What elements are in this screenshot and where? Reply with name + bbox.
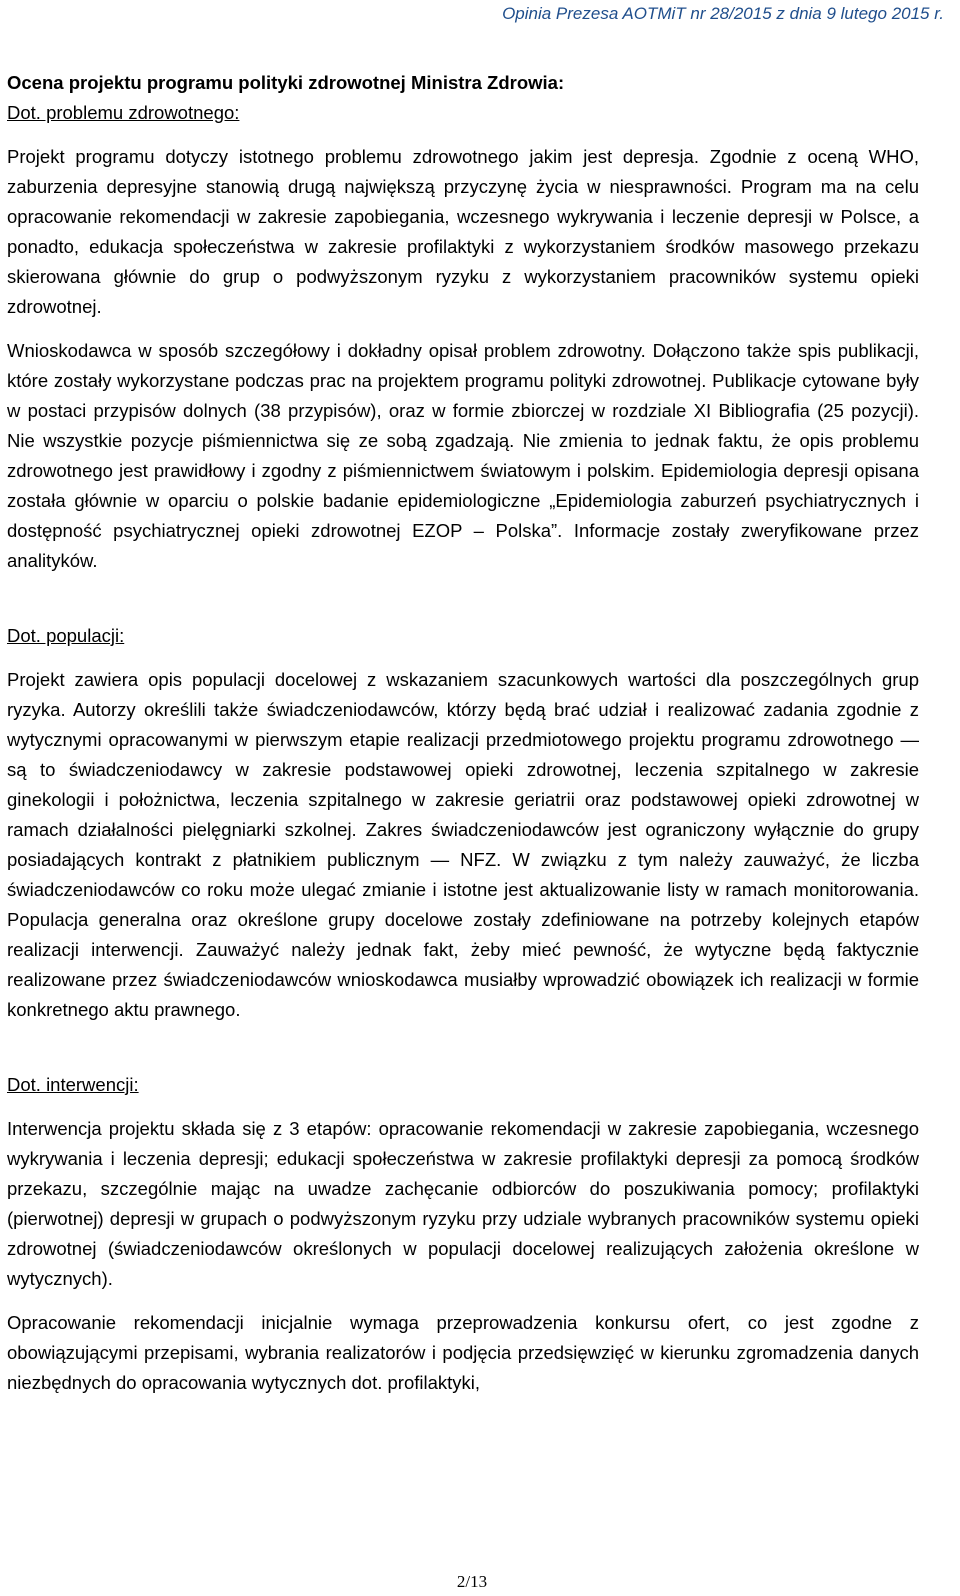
document-body bbox=[7, 68, 919, 1398]
section-heading-problem: Dot. problemu zdrowotnego: bbox=[7, 102, 240, 123]
section-heading-population: Dot. populacji: bbox=[7, 625, 125, 646]
page-number: 2/13 bbox=[456, 1572, 488, 1591]
paragraph-problem-1: Projekt programu dotyczy istotnego problemu zdrowotnego jakim jest depresja. Zgodnie z oceną WHO, zaburzenia depresyjne stanowią drugą największą przyczynę życia w niesprawności. Program ma na celu opracowanie rekomendacji w zakresie zapobiegania, wczesnego wykrywania i leczenie depresji w Polsce, a ponadto, edukacja społeczeństwa w zakresie profilaktyki z wykorzystaniem środków masowego przekazu skierowana głównie do grup o podwyższonym ryzyku z wykorzystaniem pracowników systemu opieki zdrowotnej. bbox=[7, 146, 919, 317]
page-header: Opinia Prezesa AOTMiT nr 28/2015 z dnia 9 lutego 2015 r. bbox=[502, 4, 944, 23]
paragraph-problem-2: Wnioskodawca w sposób szczegółowy i dokładny opisał problem zdrowotny. Dołączono także spis publikacji, które zostały wykorzystane podczas prac na projektem programu polityki zdrowotnej. Publikacje cytowane były w postaci przypisów dolnych (38 przypisów), oraz w formie zbiorczej w rozdziale XI Bibliografia (25 pozycji). Nie wszystkie pozycje piśmiennictwa się ze sobą zgadzają. Nie zmienia to jednak faktu, że opis problemu zdrowotnego jest prawidłowy i zgodny z piśmiennictwem światowym i polskim. Epidemiologia depresji opisana została głównie w oparciu o polskie badanie epidemiologiczne „Epidemiologia zaburzeń psychiatrycznych i dostępność psychiatrycznej opieki zdrowotnej EZOP – Polska”. Informacje zostały zweryfikowane przez analityków. bbox=[7, 340, 919, 571]
paragraph-intervention-1: Interwencja projektu składa się z 3 etapów: opracowanie rekomendacji w zakresie zapobiegania, wczesnego wykrywania i leczenia depresji; edukacji społeczeństwa w zakresie profilaktyki depresji za pomocą środków przekazu, szczególnie mając na uwadze zachęcanie odbiorców do poszukiwania pomocy; profilaktyki (pierwotnej) depresji w grupach o podwyższonym ryzyku przy udziale wybranych pracowników systemu opieki zdrowotnej (świadczeniodawców określonych w populacji docelowej realizujących założenia określone w wytycznych). bbox=[7, 1118, 919, 1289]
paragraph-population-1: Projekt zawiera opis populacji docelowej z wskazaniem szacunkowych wartości dla poszczególnych grup ryzyka. Autorzy określili także świadczeniodawców, którzy będą brać udział i realizować zadania zgodnie z wytycznymi opracowanymi w pierwszym etapie realizacji przedmiotowego projektu programu zdrowotnego — są to świadczeniodawcy w zakresie podstawowej opieki zdrowotnej, leczenia szpitalnego w zakresie ginekologii i położnictwa, leczenia szpitalnego w zakresie geriatrii oraz podstawowej opieki zdrowotnej w ramach działalności pielęgniarki szkolnej. Zakres świadczeniodawców jest ograniczony wyłącznie do grupy posiadających kontrakt z płatnikiem publicznym — NFZ. W związku z tym należy zauważyć, że liczba świadczeniodawców co roku może ulegać zmianie i istotne jest aktualizowanie listy w ramach monitorowania. Populacja generalna oraz określone grupy docelowe zostały zdefiniowane na potrzeby kolejnych etapów realizacji interwencji. Zauważyć należy jednak fakt, żeby mieć pewność, że wytyczne będą faktycznie realizowane przez świadczeniodawców wnioskodawca musiałby wprowadzić obowiązek ich realizacji w formie konkretnego aktu prawnego. bbox=[7, 669, 919, 1020]
document-title: Ocena projektu programu polityki zdrowotnej Ministra Zdrowia: bbox=[7, 72, 565, 93]
section-heading-intervention: Dot. interwencji: bbox=[7, 1074, 139, 1095]
paragraph-intervention-2: Opracowanie rekomendacji inicjalnie wymaga przeprowadzenia konkursu ofert, co jest zgodne z obowiązującymi przepisami, wybrania realizatorów i podjęcia przedsięwzięć w kierunku zgromadzenia danych niezbędnych do opracowania wytycznych dot. profilaktyki, bbox=[7, 1312, 919, 1393]
